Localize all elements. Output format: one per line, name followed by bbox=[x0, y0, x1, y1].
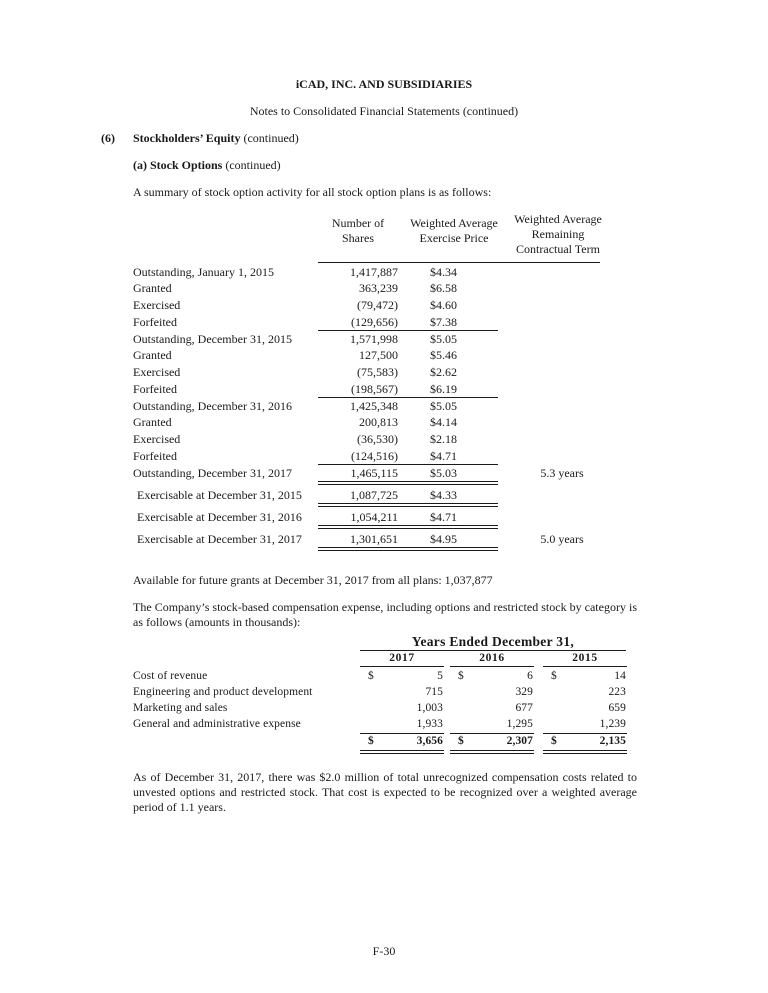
total-double-rule bbox=[450, 750, 534, 754]
section-title-suffix: (continued) bbox=[240, 131, 299, 145]
currency-symbol: $ bbox=[368, 735, 374, 747]
group-header-rule bbox=[360, 650, 626, 651]
total-2016: 2,307 bbox=[506, 735, 533, 747]
subtotal-rule bbox=[318, 397, 498, 398]
subtotal-rule bbox=[543, 733, 627, 734]
col-header-price: Weighted Average Exercise Price bbox=[410, 216, 498, 245]
section-number: (6) bbox=[101, 131, 115, 145]
total-2015: 2,135 bbox=[599, 735, 626, 747]
comp-group-header: Years Ended December 31, bbox=[411, 634, 575, 649]
exercisable-double-rule bbox=[318, 503, 498, 507]
currency-symbol: $ bbox=[551, 735, 557, 747]
subsection-heading bbox=[133, 158, 281, 173]
page-number: F-30 bbox=[372, 944, 396, 958]
section-title: Stockholders’ Equity bbox=[133, 131, 241, 145]
col-header-shares: Number of Shares bbox=[331, 216, 385, 245]
subtotal-rule bbox=[318, 330, 498, 331]
header-rule bbox=[318, 262, 600, 263]
company-title: iCAD, INC. AND SUBSIDIARIES bbox=[295, 77, 473, 91]
document-subtitle: Notes to Consolidated Financial Statements (continued) bbox=[249, 104, 519, 118]
currency-symbol: $ bbox=[458, 670, 464, 682]
subsection-title-suffix: (continued) bbox=[222, 158, 281, 172]
total-2017: 3,656 bbox=[416, 735, 443, 747]
year-rule bbox=[543, 666, 627, 667]
total-double-rule bbox=[318, 481, 498, 485]
subtotal-rule bbox=[360, 733, 444, 734]
closing-paragraph: As of December 31, 2017, there was $2.0 million of total unrecognized compensation costs related to unvested options and restricted stock. That cost is expected to be recognized over a weighted average period of 1.1 years. bbox=[133, 770, 637, 814]
available-grants-text: Available for future grants at December 31, 2017 from all plans: 1,037,877 bbox=[133, 573, 493, 587]
subtotal-rule bbox=[450, 733, 534, 734]
exercisable-double-rule bbox=[318, 547, 498, 551]
currency-symbol: $ bbox=[458, 735, 464, 747]
currency-symbol: $ bbox=[368, 670, 374, 682]
subtotal-rule bbox=[318, 464, 498, 465]
compensation-intro: The Company’s stock-based compensation expense, including options and restricted stock by category is as follows (amounts in thousands): bbox=[133, 600, 637, 629]
table-intro: A summary of stock option activity for all stock option plans is as follows: bbox=[133, 185, 492, 199]
total-double-rule bbox=[360, 750, 444, 754]
year-header-2017: 2017 bbox=[389, 652, 415, 664]
exercisable-double-rule bbox=[318, 525, 498, 529]
subsection-title: (a) Stock Options bbox=[133, 158, 223, 172]
section-heading bbox=[133, 131, 299, 146]
year-header-2015: 2015 bbox=[572, 652, 598, 664]
year-rule bbox=[450, 666, 534, 667]
col-header-term: Weighted Average Remaining Contractual Term bbox=[514, 212, 602, 256]
year-header-2016: 2016 bbox=[479, 652, 505, 664]
currency-symbol: $ bbox=[551, 670, 557, 682]
total-double-rule bbox=[543, 750, 627, 754]
year-rule bbox=[360, 666, 444, 667]
